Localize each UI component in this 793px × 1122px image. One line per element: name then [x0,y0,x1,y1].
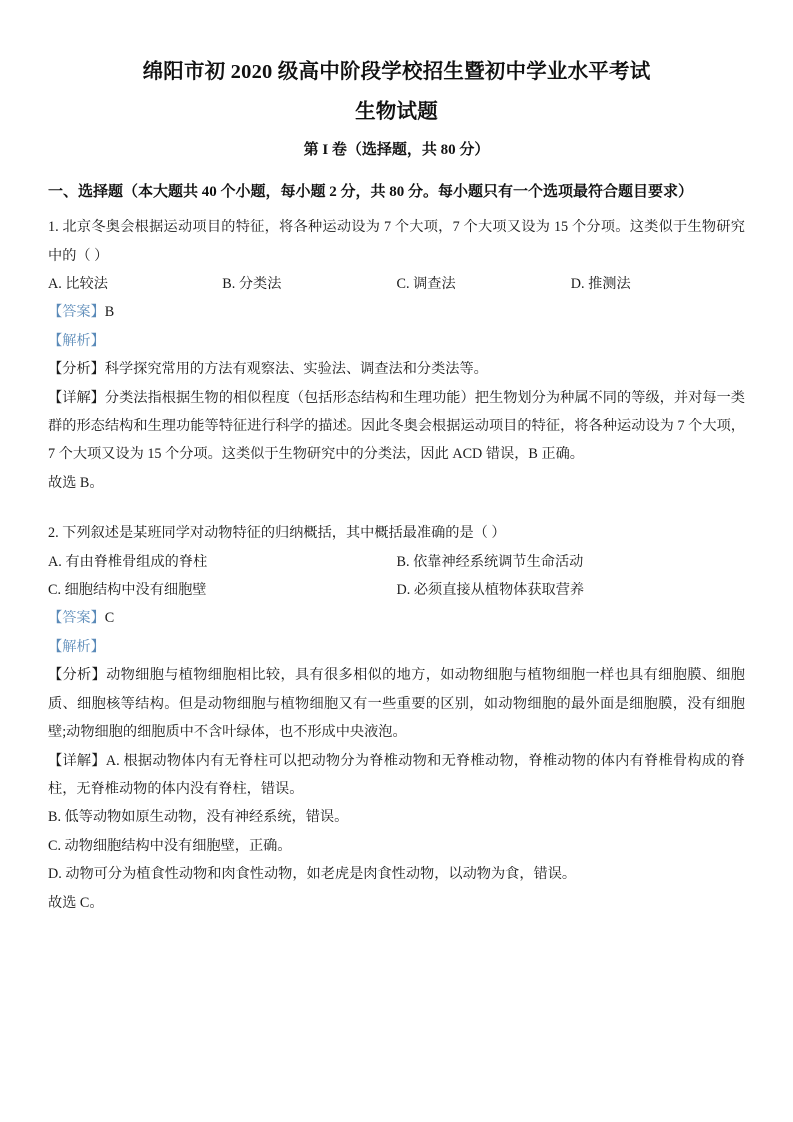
question-block [48,519,745,917]
question-block [48,213,745,497]
option-label: 调查法 [409,276,456,292]
answer-value: C [104,610,115,627]
analysis-paragraph: 【分析】科学探究常用的方法有观察法、实验法、调查法和分类法等。 [48,361,488,378]
conclusion-line: 故选 C。 [48,894,104,911]
analysis-paragraph: 【分析】动物细胞与植物细胞相比较，具有很多相似的地方，如动物细胞与植物细胞一样也具有细胞膜、细胞质、细胞核等结构。但是动物细胞与植物细胞又有一些重要的区别，如动物细胞的最外面是细胞膜，没有细胞壁;动物细胞的细胞质中不含叶绿体，也不形成中央液泡。 [48,667,745,741]
answer-marker: 【答案】 [48,610,105,627]
analysis-marker: 【解析】 [48,638,105,655]
option-key: C. [396,276,410,292]
option-a[interactable] [48,548,397,576]
question-stem: 1. 北京冬奥会根据运动项目的特征，将各种运动设为 7 个大项，7 个大项又设为 15 个分项。这类似于生物研究中的（ ） [48,219,745,264]
option-b[interactable] [397,548,746,576]
option-c[interactable] [48,576,397,604]
detail-paragraph: 【详解】分类法指根据生物的相似程度（包括形态结构和生理功能）把生物划分为种属不同的等级，并对每一类群的形态结构和生理功能等特征进行科学的描述。因此冬奥会根据运动项目的特征，将各种运动设为 7 个大项，7 个大项又设为 15 个分项。这类似于生物研究中的分类法，因此 ACD 错误，B 正确。 [48,389,745,463]
answer-line [48,298,745,326]
option-d[interactable] [571,270,745,298]
detail-paragraph: B. 低等动物如原生动物，没有神经系统，错误。 [48,809,349,826]
detail-paragraph: C. 动物细胞结构中没有细胞壁，正确。 [48,837,292,854]
option-b[interactable] [222,270,396,298]
answer-value: B [104,304,115,321]
question-separator [48,501,745,519]
option-label: 分类法 [235,276,282,292]
option-label: 推测法 [584,276,631,292]
option-label: 必须直接从植物体获取营养 [410,582,585,599]
option-key: D. [396,582,411,599]
option-key: B. [222,276,236,292]
option-d[interactable] [397,576,746,604]
detail-paragraph: D. 动物可分为植食性动物和肉食性动物，如老虎是肉食性动物，以动物为食，错误。 [48,866,577,883]
option-key: B. [396,553,410,570]
section-heading-multiple-choice: 一、选择题（本大题共 40 个小题，每小题 2 分，共 80 分。每小题只有一个选项最符合题目要求） [48,183,694,200]
paper-part-label: 第 I 卷（选择题，共 80 分） [303,142,490,159]
page-title: 绵阳市初 2020 级高中阶段学校招生暨初中学业水平考试 [142,61,651,83]
questions-container [48,213,745,917]
options-row [48,576,745,604]
option-a[interactable] [48,270,222,298]
conclusion-line: 故选 B。 [48,474,104,491]
options-row [48,548,745,576]
option-label: 有由脊椎骨组成的脊柱 [61,553,208,570]
option-key: D. [570,276,585,292]
analysis-marker: 【解析】 [48,332,105,349]
option-label: 比较法 [61,276,108,292]
question-stem: 2. 下列叙述是某班同学对动物特征的归纳概括，其中概括最准确的是（ ） [48,525,506,542]
option-c[interactable] [397,270,571,298]
analysis-marker-line [48,327,745,355]
answer-line [48,604,745,632]
answer-marker: 【答案】 [48,304,105,321]
option-label: 依靠神经系统调节生命活动 [409,553,584,570]
option-key: A. [48,276,62,292]
option-key: A. [48,553,62,570]
analysis-marker-line [48,633,745,661]
detail-paragraph: 【详解】A. 根据动物体内有无脊柱可以把动物分为脊椎动物和无脊椎动物，脊椎动物的体内有脊椎骨构成的脊柱，无脊椎动物的体内没有脊柱，错误。 [48,752,745,797]
options-row [48,270,745,298]
option-label: 细胞结构中没有细胞壁 [61,582,207,599]
option-key: C. [48,582,62,599]
page-subtitle: 生物试题 [355,100,438,123]
